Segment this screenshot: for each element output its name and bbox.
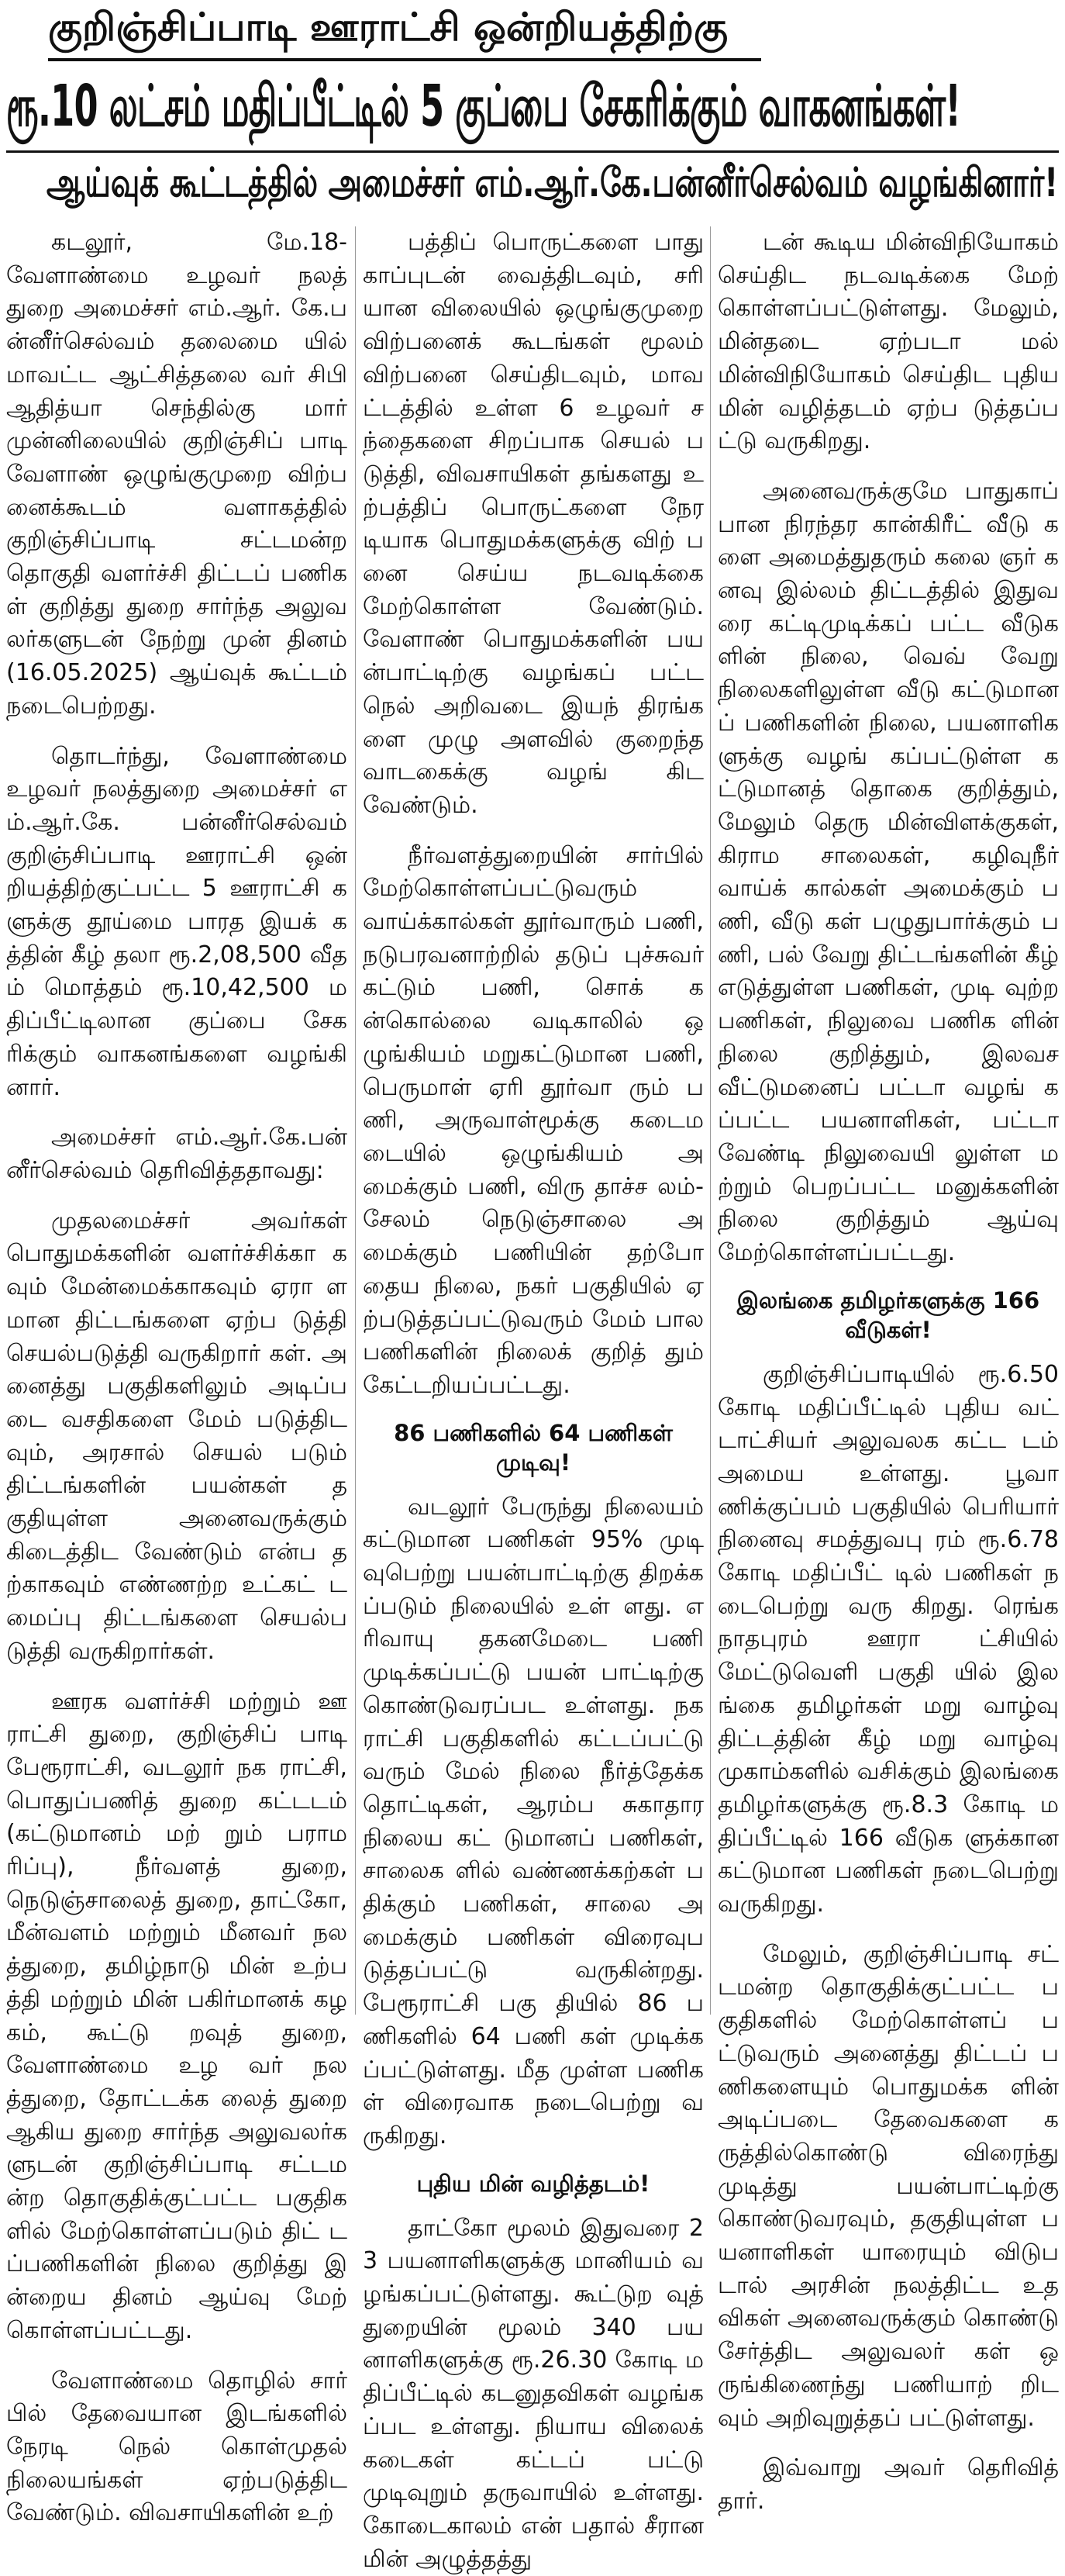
- article-body: [6, 226, 1059, 2573]
- column-3: [718, 226, 1059, 2515]
- kicker-underline: [48, 58, 761, 61]
- section-heading: புதிய மின் வழித்தடம்!: [416, 2170, 650, 2197]
- paragraph: முதலமைச்சர் அவர்கள் பொதுமக்களின் வளர்ச்சிக்கா கவும் மேன்மைக்காகவும் ஏரா ளமான திட்டங்களை ஏற்ப டுத்தி செயல்படுத்தி வருகிறார் கள். அனைத்து பகுதிகளிலும் அடிப்படை வசதிகளை மேம் படுத்திடவும், அரசால் செயல் படும் திட்டங்களின் பயன்கள் தகுதியுள்ள அனைவருக்கும் கிடைத்திட வேண்டும் என்ப தற்காகவும் எண்ணற்ற உட்கட் டமைப்பு திட்டங்களை செயல்படுத்தி வருகிறார்கள்.: [6, 1207, 347, 1665]
- section-heading: 86 பணிகளில் 64 பணிகள் முடிவு!: [394, 1419, 673, 1476]
- column-2: [363, 226, 704, 2573]
- paragraph: தொடர்ந்து, வேளாண்மை உழவர் நலத்துறை அமைச்சர் எம்.ஆர்.கே. பன்னீர்செல்வம் குறிஞ்சிப்பாடி ஊராட்சி ஒன் றியத்திற்குட்பட்ட 5 ஊராட்சி களுக்கு தூய்மை பாரத இயக் கத்தின் கீழ் தலா ரூ.2,08,500 வீதம் மொத்தம் ரூ.10,42,500 மதிப்பீட்டிலான குப்பை சேக ரிக்கும் வாகனங்களை வழங்கி னார்.: [6, 742, 347, 1101]
- paragraph: அமைச்சர் எம்.ஆர்.கே.பன் னீர்செல்வம் தெரிவித்ததாவது:: [6, 1124, 347, 1184]
- paragraph: தாட்கோ மூலம் இதுவரை 23 பயனாளிகளுக்கு மானியம் வழங்கப்பட்டுள்ளது. கூட்டுற வுத் துறையின் மூலம் 340 பய னாளிகளுக்கு ரூ.26.30 கோடி மதிப்பீட்டில் கடனுதவிகள் வழங்கப்பட உள்ளது. நியாய விலைக் கடைகள் கட்டப் பட்டு முடிவுறும் தருவாயில் உள்ளது. கோடைகாலம் என் பதால் சீரான மின் அழுத்தத்து: [363, 2214, 704, 2573]
- paragraph: கடலூர், மே.18- வேளாண்மை உழவர் நலத் துறை அமைச்சர் எம்.ஆர். கே.பன்னீர்செல்வம் தலைமை யில் மாவட்ட ஆட்சித்தலை வர் சிபி ஆதித்யா செந்தில்கு மார் முன்னிலையில் குறிஞ்சிப் பாடி வேளாண் ஒழுங்குமுறை விற்பனைக்கூடம் வளாகத்தில் குறிஞ்சிப்பாடி சட்டமன்ற தொகுதி வளர்ச்சி திட்டப் பணிகள் குறித்து துறை சார்ந்த அலுவலர்களுடன் நேற்று முன் தினம் (16.05.2025) ஆய்வுக் கூட்டம் நடைபெற்றது.: [6, 229, 347, 720]
- subheadline: ஆய்வுக் கூட்டத்தில் அமைச்சர் எம்.ஆர்.கே.பன்னீர்செல்வம் வழங்கினார்!: [47, 160, 1059, 206]
- paragraph: வேளாண்மை தொழில் சார் பில் தேவையான இடங்களில் நேரடி நெல் கொள்முதல் நிலையங்கள் ஏற்படுத்திட வேண்டும். விவசாயிகளின் உற்: [6, 2367, 347, 2527]
- paragraph: நீர்வளத்துறையின் சார்பில் மேற்கொள்ளப்பட்டுவரும் வாய்க்கால்கள் தூர்வாரும் பணி, நடுபரவனாற்றில் தடுப் புச்சுவர் கட்டும் பணி, சொக் கன்கொல்லை வடிகாலில் ஒழுங்கியம் மறுகட்டுமான பணி, பெருமாள் ஏரி தூர்வா ரும் பணி, அருவாள்மூக்கு கடைமடையில் ஒழுங்கியம் அமைக்கும் பணி, விரு தாச்ச லம்-சேலம் நெடுஞ்சாலை அமைக்கும் பணியின் தற்போ தைய நிலை, நகர் பகுதியில் ஏற்படுத்தப்பட்டுவரும் மேம் பால பணிகளின் நிலைக் குறித் தும் கேட்டறியப்பட்டது.: [363, 841, 704, 1399]
- paragraph: குறிஞ்சிப்பாடியில் ரூ.6.50 கோடி மதிப்பீட்டில் புதிய வட் டாட்சியர் அலுவலக கட்ட டம் அமைய உள்ளது. பூவா ணிக்குப்பம் பகுதியில் பெரியார் நினைவு சமத்துவபு ரம் ரூ.6.78 கோடி மதிப்பீட் டில் பணிகள் நடைபெற்று வரு கிறது. ரெங்கநாதபுரம் ஊரா ட்சியில் மேட்டுவெளி பகுதி யில் இலங்கை தமிழர்கள் மறு வாழ்வு திட்டத்தின் கீழ் மறு வாழ்வு முகாம்களில் வசிக்கும் இலங்கை தமிழர்களுக்கு ரூ.8.3 கோடி மதிப்பீட்டில் 166 வீடுக ளுக்கான கட்டுமான பணிகள் நடைபெற்று வருகிறது.: [718, 1360, 1059, 1918]
- paragraph: பத்திப் பொருட்களை பாது காப்புடன் வைத்திடவும், சரி யான விலையில் ஒழுங்குமுறை விற்பனைக் கூடங்கள் மூலம் விற்பனை செய்திடவும், மாவட்டத்தில் உள்ள 6 உழவர் சந்தைகளை சிறப்பாக செயல் படுத்தி, விவசாயிகள் தங்களது உற்பத்திப் பொருட்களை நேர டியாக பொதுமக்களுக்கு விற் பனை செய்ய நடவடிக்கை மேற்கொள்ள வேண்டும். வேளாண் பொதுமக்களின் பயன்பாட்டிற்கு வழங்கப் பட்ட நெல் அறிவடை இயந் திரங்களை முழு அளவில் குறைந்த வாடகைக்கு வழங் கிட வேண்டும்.: [363, 229, 704, 819]
- column-1: [6, 226, 347, 2527]
- paragraph: டன் கூடிய மின்விநியோகம் செய்திட நடவடிக்கை மேற் கொள்ளப்பட்டுள்ளது. மேலும், மின்தடை ஏற்படா மல் மின்விநியோகம் செய்திட புதிய மின் வழித்தடம் ஏற்ப டுத்தப்பட்டு வருகிறது.: [718, 229, 1059, 455]
- paragraph: அனைவருக்குமே பாதுகாப் பான நிரந்தர கான்கிரீட் வீடு களை அமைத்துதரும் கலை ஞர் கனவு இல்லம் திட்டத்தில் இதுவரை கட்டிமுடிக்கப் பட்ட வீடுகளின் நிலை, வெவ் வேறு நிலைகளிலுள்ள வீடு கட்டுமானப் பணிகளின் நிலை, பயனாளிகளுக்கு வழங் கப்பட்டுள்ள கட்டுமானத் தொகை குறித்தும், மேலும் தெரு மின்விளக்குகள், கிராம சாலைகள், கழிவுநீர் வாய்க் கால்கள் அமைக்கும் பணி, வீடு கள் பழுதுபார்க்கும் பணி, பல் வேறு திட்டங்களின் கீழ் எடுத்துள்ள பணிகள், முடி வுற்ற பணிகள், நிலுவை பணிக ளின் நிலை குறித்தும், இலவச வீட்டுமனைப் பட்டா வழங் கப்பட்ட பயனாளிகள், பட்டா வேண்டி நிலுவையி லுள்ள மற்றும் பெறப்பட்ட மனுக்களின் நிலை குறித்தும் ஆய்வு மேற்கொள்ளப்பட்டது.: [718, 477, 1059, 1267]
- headline-rule: [6, 150, 1059, 153]
- paragraph: இவ்வாறு அவர் தெரிவித் தார்.: [718, 2454, 1059, 2515]
- kicker: குறிஞ்சிப்பாடி ஊராட்சி ஒன்றியத்திற்கு: [48, 5, 729, 50]
- headline: ரூ.10 லட்சம் மதிப்பீட்டில் 5 குப்பை சேகரிக்கும் வாகனங்கள்!: [6, 73, 961, 140]
- paragraph: ஊரக வளர்ச்சி மற்றும் ஊராட்சி துறை, குறிஞ்சிப் பாடி பேரூராட்சி, வடலூர் நக ராட்சி, பொதுப்பணித் துறை கட்டடம் (கட்டுமானம் மற் றும் பராமரிப்பு), நீர்வளத் துறை, நெடுஞ்சாலைத் துறை, தாட்கோ, மீன்வளம் மற்றும் மீனவர் நலத்துறை, தமிழ்நாடு மின் உற்பத்தி மற்றும் மின் பகிர்மானக் கழகம், கூட்டு றவுத் துறை, வேளாண்மை உழ வர் நலத்துறை, தோட்டக்க லைத் துறை ஆகிய துறை சார்ந்த அலுவலர்களுடன் குறிஞ்சிப்பாடி சட்டமன்ற தொகுதிக்குட்பட்ட பகுதிக ளில் மேற்கொள்ளப்படும் திட் டப்பணிகளின் நிலை குறித்து இன்றைய தினம் ஆய்வு மேற் கொள்ளப்பட்டது.: [6, 1687, 347, 2344]
- paragraph: வடலூர் பேருந்து நிலையம் கட்டுமான பணிகள் 95% முடி வுபெற்று பயன்பாட்டிற்கு திறக்கப்படும் நிலையில் உள் ளது. எரிவாயு தகனமேடை பணி முடிக்கப்பட்டு பயன் பாட்டிற்கு கொண்டுவரப்பட உள்ளது. நகராட்சி பகுதிகளில் கட்டப்பட்டு வரும் மேல் நிலை நீர்த்தேக்க தொட்டிகள், ஆரம்ப சுகாதார நிலைய கட் டுமானப் பணிகள், சாலைக ளில் வண்ணக்கற்கள் பதிக்கும் பணிகள், சாலை அமைக்கும் பணிகள் விரைவுபடுத்தப்பட்டு வருகின்றது. பேரூராட்சி பகு தியில் 86 பணிகளில் 64 பணி கள் முடிக்கப்பட்டுள்ளது. மீத முள்ள பணிகள் விரைவாக நடைபெற்று வருகிறது.: [363, 1493, 704, 2150]
- paragraph: மேலும், குறிஞ்சிப்பாடி சட் டமன்ற தொகுதிக்குட்பட்ட பகுதிகளில் மேற்கொள்ளப் பட்டுவரும் அனைத்து திட்டப் பணிகளையும் பொதுமக்க ளின் அடிப்படை தேவைகளை கருத்தில்கொண்டு விரைந்து முடித்து பயன்பாட்டிற்கு கொண்டுவரவும், தகுதியுள்ள பயனாளிகள் யாரையும் விடுப டால் அரசின் நலத்திட்ட உத விகள் அனைவருக்கும் கொண்டு சேர்த்திட அலுவலர் கள் ஒருங்கிணைந்து பணியாற் றிடவும் அறிவுறுத்தப் பட்டுள்ளது.: [718, 1940, 1059, 2432]
- section-heading: இலங்கை தமிழர்களுக்கு 166 வீடுகள்!: [736, 1286, 1040, 1343]
